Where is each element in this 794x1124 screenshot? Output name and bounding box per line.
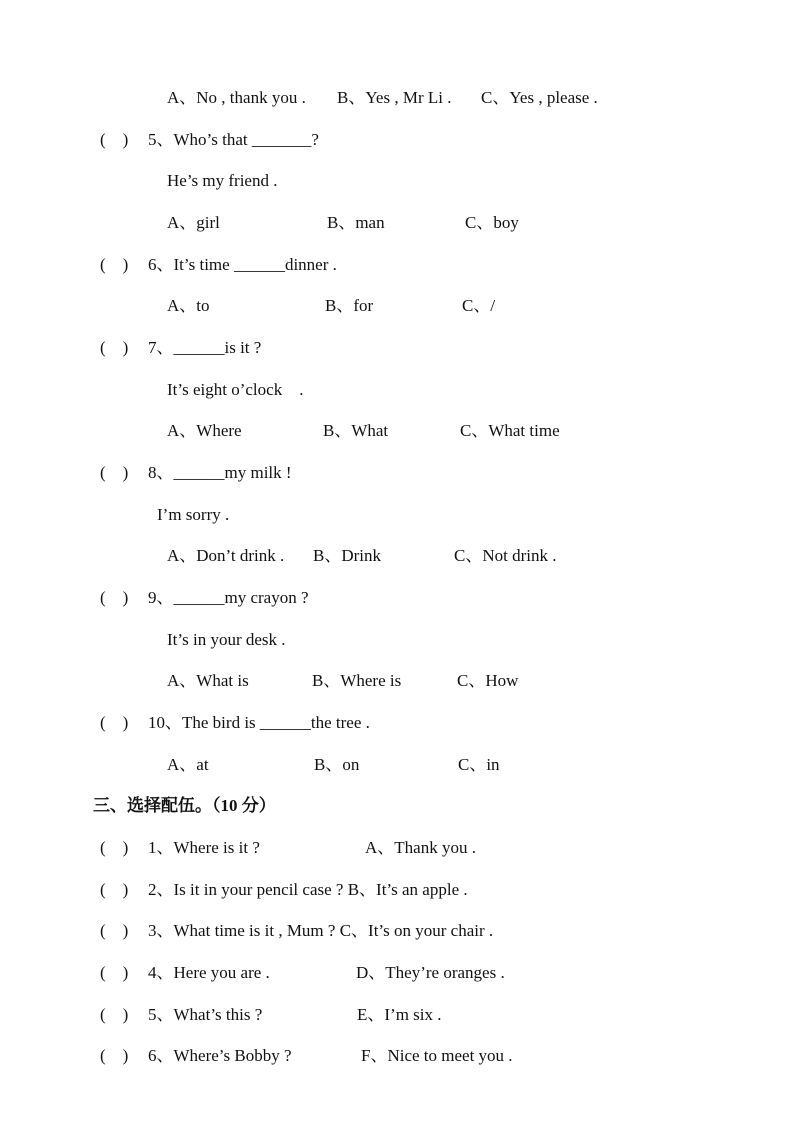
q5-option-c: C、boy bbox=[465, 213, 519, 232]
question-8-answer: I’m sorry . bbox=[157, 505, 230, 524]
q6-option-b: B、for bbox=[325, 296, 374, 315]
q9-option-a: A、What is bbox=[167, 671, 249, 690]
match-left-2: 2、Is it in your pencil case ? B、It’s an apple . bbox=[148, 880, 468, 899]
match-right-f: F、Nice to meet you . bbox=[361, 1046, 513, 1065]
q8-option-b: B、Drink bbox=[313, 546, 381, 565]
q7-option-b: B、What bbox=[323, 421, 389, 440]
q5-option-b: B、man bbox=[327, 213, 385, 232]
match-left-6: 6、Where’s Bobby ? bbox=[148, 1046, 292, 1065]
answer-bracket[interactable]: ( ) bbox=[100, 921, 129, 940]
question-9-text: 9、______my crayon ? bbox=[148, 588, 309, 607]
match-right-e: E、I’m six . bbox=[357, 1005, 442, 1024]
answer-bracket[interactable]: ( ) bbox=[100, 255, 129, 274]
q10-option-b: B、on bbox=[314, 755, 360, 774]
q10-option-a: A、at bbox=[167, 755, 209, 774]
q5-option-a: A、girl bbox=[167, 213, 220, 232]
answer-bracket[interactable]: ( ) bbox=[100, 588, 129, 607]
q7-option-c: C、What time bbox=[460, 421, 560, 440]
q9-option-b: B、Where is bbox=[312, 671, 402, 690]
answer-bracket[interactable]: ( ) bbox=[100, 963, 129, 982]
match-left-4: 4、Here you are . bbox=[148, 963, 270, 982]
answer-bracket[interactable]: ( ) bbox=[100, 880, 129, 899]
q8-option-c: C、Not drink . bbox=[454, 546, 557, 565]
q9-option-c: C、How bbox=[457, 671, 519, 690]
question-6-text: 6、It’s time ______dinner . bbox=[148, 255, 337, 274]
question-7-text: 7、______is it ? bbox=[148, 338, 262, 357]
answer-bracket[interactable]: ( ) bbox=[100, 838, 129, 857]
answer-bracket[interactable]: ( ) bbox=[100, 1046, 129, 1065]
question-8-text: 8、______my milk ! bbox=[148, 463, 292, 482]
match-right-a: A、Thank you . bbox=[365, 838, 476, 857]
question-5-answer: He’s my friend . bbox=[167, 171, 278, 190]
q10-option-c: C、in bbox=[458, 755, 500, 774]
q6-option-c: C、/ bbox=[462, 296, 496, 315]
match-left-3: 3、What time is it , Mum ? C、It’s on your chair . bbox=[148, 921, 494, 940]
question-10-text: 10、The bird is ______the tree . bbox=[148, 713, 370, 732]
section-heading-part3: 三、选择配伍。（10 分） bbox=[93, 796, 276, 815]
answer-bracket[interactable]: ( ) bbox=[100, 130, 129, 149]
match-left-5: 5、What’s this ? bbox=[148, 1005, 263, 1024]
question-5-text: 5、Who’s that _______? bbox=[148, 130, 319, 149]
answer-bracket[interactable]: ( ) bbox=[100, 463, 129, 482]
match-right-d: D、They’re oranges . bbox=[356, 963, 505, 982]
q4-option-c: C、Yes , please . bbox=[481, 88, 598, 107]
q8-option-a: A、Don’t drink . bbox=[167, 546, 285, 565]
answer-bracket[interactable]: ( ) bbox=[100, 338, 129, 357]
answer-bracket[interactable]: ( ) bbox=[100, 1005, 129, 1024]
question-7-answer: It’s eight o’clock . bbox=[167, 380, 304, 399]
q7-option-a: A、Where bbox=[167, 421, 242, 440]
q4-option-b: B、Yes , Mr Li . bbox=[337, 88, 452, 107]
q4-option-a: A、No , thank you . bbox=[167, 88, 306, 107]
answer-bracket[interactable]: ( ) bbox=[100, 713, 129, 732]
question-9-answer: It’s in your desk . bbox=[167, 630, 286, 649]
match-left-1: 1、Where is it ? bbox=[148, 838, 260, 857]
q6-option-a: A、to bbox=[167, 296, 210, 315]
